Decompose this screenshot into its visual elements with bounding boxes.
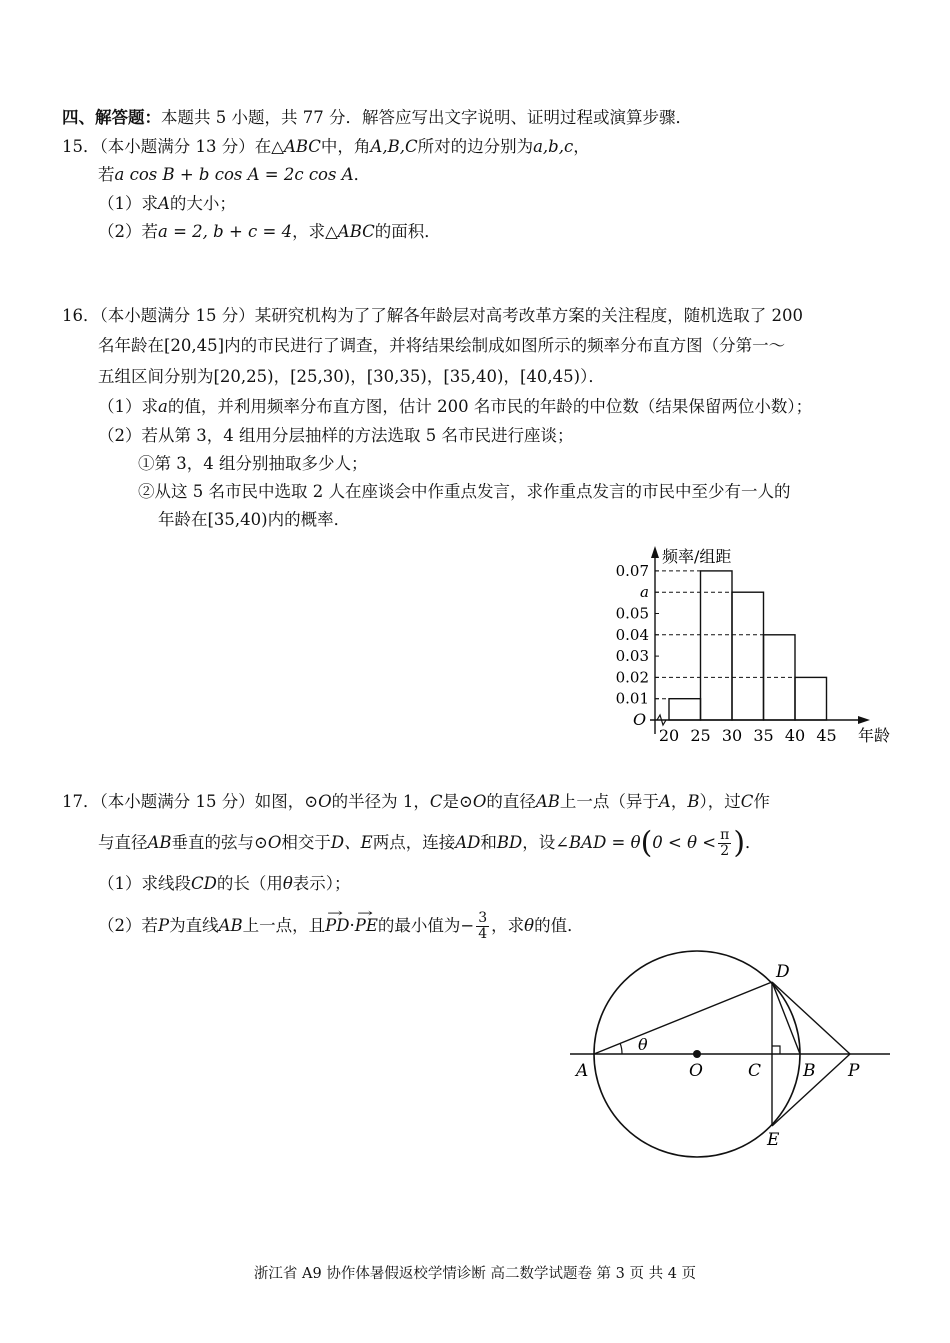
right-angle-mark xyxy=(772,1046,780,1054)
y-tick-label: 0.01 xyxy=(615,689,649,708)
q17-var: BD xyxy=(496,833,523,852)
q17-var: AB xyxy=(535,792,560,811)
q17-var: C xyxy=(429,792,443,811)
q17-text: （2）若 xyxy=(98,916,158,935)
q15-text: 的面积． xyxy=(374,222,441,241)
label-p: P xyxy=(848,1061,860,1081)
q16-text: ， xyxy=(503,367,520,386)
frequency-histogram xyxy=(600,540,890,755)
vector-pd: → PD xyxy=(325,915,349,937)
q16-text: ①第 3，4 组分别抽取多少人； xyxy=(138,454,368,473)
q15-text: （2）若 xyxy=(98,222,158,241)
q15-line1 xyxy=(62,136,590,158)
frac-den: 2 xyxy=(720,843,730,859)
three-quarters xyxy=(476,911,489,942)
q15-formula: a cos B + b cos A = 2c cos A xyxy=(114,165,354,184)
label-a: A xyxy=(576,1061,589,1081)
q15-text: （1）求 xyxy=(98,194,158,213)
q17-text: （1）求线段 xyxy=(98,874,191,893)
y-tick-label: 0.05 xyxy=(615,604,649,623)
x-tick-label: 35 xyxy=(753,726,774,745)
q16-sub2 xyxy=(138,481,790,503)
q17-text: − xyxy=(460,916,475,935)
q15-text: ， xyxy=(573,137,590,156)
x-axis-arrow xyxy=(858,716,870,724)
q16-text: 名年龄在 xyxy=(98,336,164,355)
q15-text: 若 xyxy=(98,165,115,184)
q16-interval: [35,40) xyxy=(443,367,504,386)
x-tick-label: 45 xyxy=(816,726,837,745)
q17-text: 的长（用 xyxy=(216,874,283,893)
q16-text: ， xyxy=(273,367,291,386)
q17-part2 xyxy=(98,911,584,942)
q17-text: （本小题满分 15 分）如图， xyxy=(99,792,305,811)
q16-text: （1）求 xyxy=(98,397,158,416)
label-b: B xyxy=(803,1061,816,1081)
histogram-bar xyxy=(669,699,701,720)
q16-line2 xyxy=(98,335,785,357)
q17-angle: ∠BAD = θ xyxy=(555,833,641,852)
label-o: O xyxy=(689,1061,703,1081)
circle-geometry-figure xyxy=(560,945,900,1170)
page-footer: 浙江省 A9 协作体暑假返校学情诊断 高二数学试题卷 第 3 页 共 4 页 xyxy=(253,1266,697,1282)
q15-text: 中，角 xyxy=(320,137,371,156)
q17-text: 垂直的弦与 xyxy=(171,833,255,852)
center-point-o xyxy=(693,1050,701,1058)
q17-var: P xyxy=(158,916,170,935)
q16-text: ②从这 5 名市民中选取 2 人在座谈会中作重点发言，求作重点发言的市民中至少有一人的 xyxy=(138,482,791,501)
x-tick-label: 40 xyxy=(784,726,806,745)
x-tick-label: 20 xyxy=(658,726,680,745)
q17-var: D、E xyxy=(330,833,373,852)
y-axis-label: 频率/组距 xyxy=(662,547,732,566)
q17-text: 的值． xyxy=(534,916,584,935)
q16-interval: [30,35) xyxy=(366,367,427,386)
q17-var: O xyxy=(472,792,487,811)
q17-text: 与直径 xyxy=(98,833,148,852)
paren-right: ) xyxy=(733,825,746,861)
q17-var: C xyxy=(740,792,754,811)
q17-text: 上一点（异于 xyxy=(559,792,659,811)
y-tick-label: 0.04 xyxy=(615,625,649,644)
q15-triangle: ABC xyxy=(337,222,375,241)
q16-text: ）． xyxy=(580,367,605,386)
circle-symbol: ⊙ xyxy=(304,792,319,811)
section-heading-line xyxy=(62,107,692,129)
frac-num: π xyxy=(720,827,730,843)
section-heading: 四、解答题： xyxy=(62,108,161,127)
q17-var: O xyxy=(318,792,332,811)
x-tick-label: 30 xyxy=(721,726,743,745)
circle-symbol: ⊙ xyxy=(254,833,268,852)
q16-text: （本小题满分 15 分）某研究机构为了了解各年龄层对高考改革方案的关注程度，随机选取了 200 xyxy=(99,306,803,325)
vector-pe: → PE xyxy=(355,915,378,937)
q17-text: 的最小值为 xyxy=(377,916,461,935)
q16-part1 xyxy=(98,396,812,418)
segment-dp xyxy=(772,982,850,1054)
q16-text: 五组区间分别为 xyxy=(98,367,214,386)
q17-var: AB xyxy=(218,916,243,935)
origin-label: O xyxy=(633,710,647,729)
q16-text: 内的概率． xyxy=(267,510,351,529)
histogram-bar xyxy=(732,592,764,720)
q17-line2 xyxy=(98,825,762,861)
q17-var: θ xyxy=(524,916,535,935)
q15-part2 xyxy=(98,221,441,243)
q17-var: AD xyxy=(455,833,481,852)
q16-var: a xyxy=(158,397,168,416)
q17-part1 xyxy=(98,873,351,895)
q17-var: A xyxy=(658,792,671,811)
label-c: C xyxy=(748,1061,762,1081)
q16-part2 xyxy=(98,425,573,447)
q17-text: 为直线 xyxy=(169,916,219,935)
q15-condition xyxy=(98,164,370,186)
q17-text: 的半径为 1， xyxy=(331,792,430,811)
circle-symbol: ⊙ xyxy=(458,792,473,811)
q15-triangle: ABC xyxy=(283,137,321,156)
q16-line3 xyxy=(98,366,605,388)
label-d: D xyxy=(776,962,790,982)
q15-part1 xyxy=(98,193,236,215)
q17-text: ，设 xyxy=(522,833,556,852)
q16-text: ， xyxy=(426,367,444,386)
angle-arc xyxy=(620,1043,622,1054)
q17-var: AB xyxy=(147,833,172,852)
q17-text: · xyxy=(349,916,355,935)
q17-text: 两点，连接 xyxy=(372,833,456,852)
q16-text: 内的市民进行了调查，并将结果绘制成如图所示的频率分布直方图（分第一～ xyxy=(224,336,786,355)
q15-var: A xyxy=(158,194,170,213)
q17-number: 17． xyxy=(62,792,100,811)
q17-text: 相交于 xyxy=(281,833,331,852)
q16-interval: [35,40) xyxy=(207,510,268,529)
q17-range: 0 < θ < xyxy=(652,833,717,852)
q16-text: （2）若从第 3，4 组用分层抽样的方法选取 5 名市民进行座谈； xyxy=(98,426,574,445)
y-tick-label: 0.07 xyxy=(615,561,649,580)
label-e: E xyxy=(767,1130,780,1150)
q17-text: 的直径 xyxy=(486,792,536,811)
q15-text: ，求△ xyxy=(292,222,338,241)
q17-var: CD xyxy=(191,874,217,893)
y-axis-arrow xyxy=(651,546,659,558)
q15-text: （本小题满分 13 分）在△ xyxy=(99,137,284,156)
frac-den: 4 xyxy=(478,926,488,942)
q15-text: 的大小； xyxy=(169,194,236,213)
histogram-bar xyxy=(701,571,733,720)
q16-text: ， xyxy=(350,367,367,386)
q15-text: ． xyxy=(353,165,371,184)
q17-text: ． xyxy=(745,833,762,852)
q17-text: 上一点，且 xyxy=(242,916,326,935)
q16-interval: [25,30) xyxy=(290,367,351,386)
x-axis-label: 年龄 xyxy=(858,726,890,745)
paren-left: ( xyxy=(640,825,653,861)
q17-var: B xyxy=(687,792,700,811)
q17-text: 和 xyxy=(480,833,497,852)
y-tick-label: 0.03 xyxy=(615,647,649,666)
segment-db xyxy=(772,982,800,1054)
q17-text: 表示）； xyxy=(292,874,351,893)
section-intro: 本题共 5 小题，共 77 分．解答应写出文字说明、证明过程或演算步骤． xyxy=(161,108,692,127)
y-tick-label: a xyxy=(640,583,649,602)
q17-text: 是 xyxy=(442,792,459,811)
q16-line1 xyxy=(62,305,803,327)
q16-interval: [20,45] xyxy=(164,336,225,355)
q16-sub2-cont xyxy=(158,509,350,531)
q16-number: 16． xyxy=(62,306,100,325)
q16-interval: [40,45) xyxy=(520,367,581,386)
q15-formula: a = 2, b + c = 4 xyxy=(158,222,293,241)
q15-angles: A,B,C xyxy=(370,137,418,156)
label-theta: θ xyxy=(638,1035,648,1054)
q17-line1 xyxy=(62,791,770,813)
q17-var: O xyxy=(267,833,282,852)
q15-text: 所对的边分别为 xyxy=(417,137,534,156)
histogram-bar xyxy=(795,677,827,720)
q17-text: ， xyxy=(670,792,688,811)
x-tick-label: 25 xyxy=(690,726,711,745)
y-tick-label: 0.02 xyxy=(615,668,649,687)
q15-sides: a,b,c xyxy=(533,137,574,156)
pi-over-two xyxy=(718,828,731,859)
q16-text: 年龄在 xyxy=(158,510,208,529)
q16-interval: [20,25) xyxy=(213,367,274,386)
q16-sub1 xyxy=(138,453,368,475)
q17-text: ），过 xyxy=(699,792,741,811)
frac-num: 3 xyxy=(478,910,488,926)
q15-number: 15． xyxy=(62,137,100,156)
q17-text: 作 xyxy=(753,792,770,811)
q17-var: θ xyxy=(282,874,293,893)
q17-text: ，求 xyxy=(491,916,525,935)
q16-text: 的值，并利用频率分布直方图，估计 200 名市民的年龄的中位数（结果保留两位小数）； xyxy=(167,397,813,416)
